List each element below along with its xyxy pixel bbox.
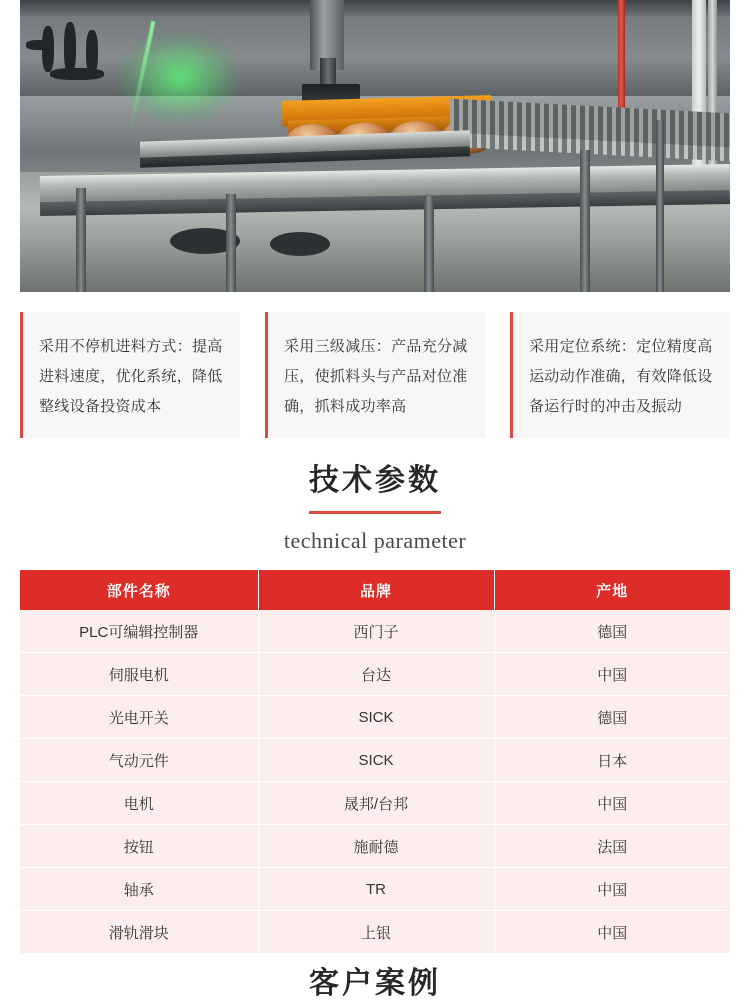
photo-support-leg-4 [580,150,590,292]
table-row [20,911,730,954]
feature-card: 采用不停机进料方式：提高进料速度，优化系统，降低整线设备投资成本 [20,312,240,438]
table-cell: 法国 [494,825,730,868]
photo-support-leg-2 [226,194,236,292]
next-section-title: 客户案例 [309,967,441,1000]
table-cell: 施耐德 [258,825,494,868]
technical-parameter-table [20,570,730,954]
product-photo [20,0,730,292]
section-title-en: technical parameter [283,528,467,553]
feature-card: 采用三级减压：产品充分减压，使抓料头与产品对位准确，抓料成功率高 [265,312,485,438]
table-row [20,610,730,653]
table-cell: 中国 [494,782,730,825]
table-cell: PLC可编辑控制器 [20,610,258,653]
table-cell: SICK [258,739,494,782]
table-cell: 德国 [494,610,730,653]
table-row [20,825,730,868]
table-cell: TR [258,868,494,911]
table-cell: 中国 [494,868,730,911]
table-header-cell: 部件名称 [20,570,258,610]
table-cell: 按钮 [20,825,258,868]
table-row [20,782,730,825]
table-row [20,653,730,696]
table-cell: 轴承 [20,868,258,911]
photo-support-leg-5 [656,120,664,292]
table-row [20,696,730,739]
table-cell: 伺服电机 [20,653,258,696]
table-cell: 台达 [258,653,494,696]
table-cell: 晟邦/台邦 [258,782,494,825]
table-cell: 日本 [494,739,730,782]
table-cell: 光电开关 [20,696,258,739]
section-title-cn: 技术参数 [309,455,441,514]
table-cell: 气动元件 [20,739,258,782]
table-header-cell: 产地 [494,570,730,610]
table-cell: SICK [258,696,494,739]
table-header-cell: 品牌 [258,570,494,610]
table-row [20,739,730,782]
photo-support-leg-1 [76,188,86,292]
table-cell: 滑轨滑块 [20,911,258,954]
photo-support-leg-3 [424,196,434,292]
table-header-row [20,570,730,610]
section-title [0,455,750,554]
photo-floor-hole-2 [270,232,330,256]
feature-card-list [20,312,730,438]
photo-hose-2 [64,22,76,74]
photo-hose-4 [50,68,104,80]
photo-hose-5 [26,40,52,50]
table-cell: 上银 [258,911,494,954]
table-cell: 中国 [494,653,730,696]
table-row [20,868,730,911]
table-cell: 德国 [494,696,730,739]
table-cell: 电机 [20,782,258,825]
feature-card: 采用定位系统：定位精度高运动动作准确，有效降低设备运行时的冲击及振动 [510,312,730,438]
table-cell: 中国 [494,911,730,954]
product-photo-image [20,0,730,292]
table-cell: 西门子 [258,610,494,653]
